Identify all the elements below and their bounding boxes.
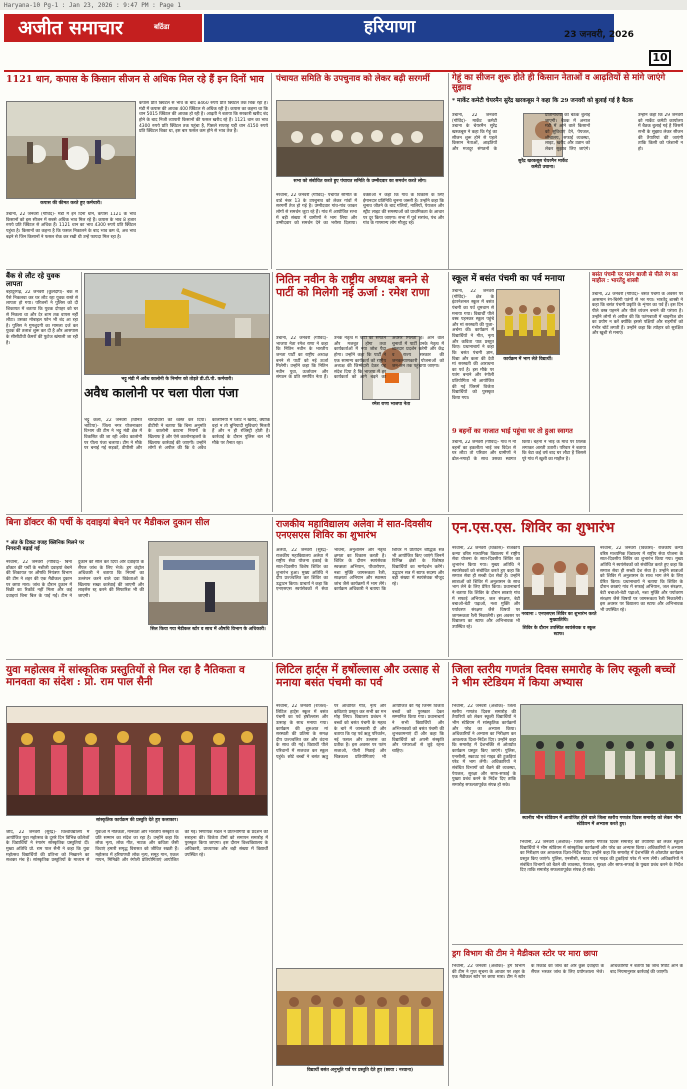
photo-illegal	[84, 273, 270, 375]
headline-youth-missing: बैंक से लौट रहे युवक लापता	[6, 271, 60, 289]
divider	[452, 944, 683, 945]
headline-sarpanch: पंचायत समिति के उपचुनाव को लेकर बढ़ी सरगर्मी	[276, 74, 430, 84]
photo-paddy	[6, 101, 136, 199]
caption-illegal: भट्टू मंडी में अवैध कालोनी के निर्माण को तोड़ते डी.टी.पी. कर्मचारी।	[121, 377, 233, 382]
body-republic-day: भिवानी, 22 जनवरी (अशोक)- जिला स्तरीय गणतंत्र दिवस समारोह की तैयारियों को लेकर स्कूली विद्यार्थियों ने भीम स्टेडियम में सांस्कृतिक कार्यक्रमों और परेड का अभ्यास किया। अधिकारियों ने अभ्यास का निरीक्षण कर आवश्यक दिशा-निर्देश दिए। उन्होंने कहा कि समारोह में देशभक्ति से ओतप्रोत कार्यक्रम प्रस्तुत किए जाएंगे। पुलिस, एनसीसी, स्काउट एवं गाइड की टुकड़ियां परेड में भाग लेंगी। अधिकारियों ने संबंधित विभागों को बैठने की व्यवस्था, पेयजल, सुरक्षा और साफ-सफाई के पुख्ता प्रबंध करने के निर्देश दिए ताकि समारोह सफलतापूर्वक संपन्न हो सके।	[452, 704, 516, 788]
divider	[6, 514, 683, 515]
body-kite: उचाना, 22 जनवरी (गोविंद)- बसंत पंचमी के अवसर पर आसमान रंग-बिरंगी पतंगों से भर गया। भारतेंदु शास्त्री ने कहा कि बसंत पंचमी प्रकृति के शृंगार का पर्व है। इस दिन पीले वस्त्र पहनने और पीले व्यंजन बनाने की परंपरा है। उन्होंने लोगों से अपील की कि पतंगबाजी में चाइनीज डोर का प्रयोग न करें क्योंकि इससे पक्षियों और राहगीरों को गंभीर चोटें लगती हैं। उन्होंने कहा कि त्योहार को सुरक्षित और खुशी से मनाएं।	[592, 292, 683, 337]
masthead-rule	[4, 70, 683, 72]
section-title: हरियाणा	[204, 14, 614, 42]
divider	[448, 272, 449, 512]
divider	[81, 272, 82, 512]
headline-paddy: 1121 धान, कपास के किसान सीजन से अधिक मिल रहे हैं इन दिनों भाव	[6, 74, 264, 85]
caption-yuva: सांस्कृतिक कार्यक्रम की प्रस्तुति देते हुए कलाकार।	[96, 818, 178, 823]
divider	[272, 272, 273, 512]
caption-nss-school-1: नरवाना : एनएसएस शिविर का शुभारंभ करते मुख्यातिथि।	[521, 612, 597, 623]
body-nss-college: अलेवा, 22 जनवरी (सुरेंद्र)- राजकीय महाविद्यालय अलेवा में राष्ट्रीय सेवा योजना इकाई के सात-दिवसीय विशेष शिविर का शुभारंभ हुआ। मुख्य अतिथि ने दीप प्रज्ज्वलित कर शिविर का उद्घाटन किया। प्राचार्य ने कहा कि एनएसएस स्वयंसेवकों में सेवा भावना, अनुशासन और नेतृत्व क्षमता का विकास करती है। शिविर के दौरान स्वयंसेवक स्वच्छता अभियान, पौधारोपण, नशा मुक्ति जागरूकता रैली, साक्षरता अभियान और स्वास्थ्य जांच जैसे कार्यक्रमों में भाग लेंगे। कार्यक्रम अधिकारी ने बताया कि शिविर में प्रतिदिन बौद्धिक सत्र भी आयोजित किए जाएंगे जिनमें विभिन्न क्षेत्रों के विशेषज्ञ विद्यार्थियों का मार्गदर्शन करेंगे। उद्घाटन सत्र में स्टाफ सदस्य और बड़ी संख्या में स्वयंसेवक मौजूद रहे।	[276, 548, 444, 593]
divider	[272, 662, 273, 1086]
photo-little-hearts	[276, 968, 444, 1066]
headline-basant: स्कूल में बसंत पंचमी का पर्व मनाया	[452, 274, 565, 284]
newspaper-logo: अजीत समाचार	[18, 17, 123, 39]
caption-cold: सुरेंद्र खरकबूस चेयरमैन मार्केट कमेटी उचाना।	[518, 159, 568, 170]
edition-label: बठिंडा	[154, 23, 170, 31]
body-sarpanch: नरवाना, 22 जनवरी (गोविंद)- पंचायत समिति के वार्ड नंबर 13 के उपचुनाव को लेकर गांवों में सरगर्मी तेज हो गई है। उम्मीदवार गांव-गांव जाकर लोगों से समर्थन जुटा रहे हैं। गांव में आयोजित सभा में बड़ी संख्या में ग्रामीणों ने भाग लिया और उम्मीदवार को समर्थन देने का भरोसा दिलाया। वक्ताओं ने कहा कि गांव के विकास के लिए ईमानदार प्रतिनिधि चुनना जरूरी है। उन्होंने कहा कि चुनाव जीतने के बाद गलियों, नालियों, पेयजल और स्ट्रीट लाइट की समस्याओं को प्राथमिकता के आधार पर दूर किया जाएगा। सभा में पूर्व सरपंच, पंच और गांव के गणमान्य लोग मौजूद रहे।	[276, 193, 444, 227]
caption-little-hearts: विद्यार्थी बसंत अनुभूति पर्व पर प्रस्तुति देते हुए (छाया : नरवाना)	[306, 1068, 414, 1073]
headline-illegal: अवैध कालोनी पर चला पीला पंजा	[84, 385, 239, 400]
headline-nakkaa: 9 बहनों का नाजात भाई पहुंचा घर तो हुआ स्वागत	[452, 427, 573, 435]
body-nss-school-right: नरवाना, 22 जनवरी (विकास)- राजकीय कन्या वरिष्ठ माध्यमिक विद्यालय में राष्ट्रीय सेवा योजना के सात-दिवसीय शिविर का शुभारंभ किया गया। मुख्य अतिथि ने स्वयंसेवकों को संबोधित करते हुए कहा कि समाज सेवा ही सच्ची देश सेवा है। उन्होंने छात्राओं को शिविर में अनुशासन के साथ भाग लेने के लिए प्रेरित किया। प्रधानाचार्य ने बताया कि शिविर के दौरान छात्राएं गांव में सफाई अभियान, जल संरक्षण, बेटी बचाओ-बेटी पढ़ाओ, नशा मुक्ति और पर्यावरण संरक्षण जैसे विषयों पर जागरूकता रैली निकालेंगी। इस अवसर पर विद्यालय का स्टाफ और अभिभावक भी उपस्थित रहे।	[600, 546, 683, 613]
body-little-hearts: नरवाना, 22 जनवरी (राजेश)- लिटिल हार्ट्स स्कूल में बसंत पंचमी का पर्व हर्षोल्लास और उत्साह के साथ मनाया गया। कार्यक्रम की शुरुआत मां सरस्वती की प्रतिमा के समक्ष दीप प्रज्ज्वलित कर और वंदना के साथ की गई। विद्यार्थी पीले परिधानों में सजधज कर स्कूल पहुंचे। छोटे बच्चों ने बसंत ऋतु पर आधारित गीत, नृत्य और कविताएं प्रस्तुत कर सभी का मन मोह लिया। विद्यालय प्रबंधन ने बच्चों को बसंत पंचमी के महत्व के बारे में जानकारी दी और बताया कि यह पर्व ऋतु परिवर्तन, नई फसल और उल्लास का प्रतीक है। इस अवसर पर पतंग सजाओ, पीली मिठाई और चित्रकला प्रतियोगिताएं भी आयोजित की गईं जिनमें विजेता बच्चों को पुरस्कार देकर सम्मानित किया गया। प्रधानाचार्य ने सभी विद्यार्थियों और अभिभावकों को बसंत पंचमी की शुभकामनाएं दीं और कहा कि विद्यार्थियों को अपनी संस्कृति और परंपराओं से जुड़े रहना चाहिए।	[276, 704, 444, 760]
photo-doctor	[148, 541, 268, 625]
caption-basant: कार्यक्रम में भाग लेते विद्यार्थी।	[503, 357, 553, 362]
caption-paddy: कपास की कीमत करते हुए कर्मचारी।	[40, 201, 102, 206]
headline-little-hearts: लिटिल हार्ट्स में हर्षोल्लास और उत्साह से मनाया बसंत पंचमी का पर्व	[276, 663, 440, 689]
photo-yuva	[6, 706, 268, 816]
photo-basant	[496, 289, 560, 355]
body-nss-school-left: नरवाना, 22 जनवरी (विकास)- राजकीय कन्या वरिष्ठ माध्यमिक विद्यालय में राष्ट्रीय सेवा योजना के सात-दिवसीय शिविर का शुभारंभ किया गया। मुख्य अतिथि ने स्वयंसेवकों को संबोधित करते हुए कहा कि समाज सेवा ही सच्ची देश सेवा है। उन्होंने छात्राओं को शिविर में अनुशासन के साथ भाग लेने के लिए प्रेरित किया। प्रधानाचार्य ने बताया कि शिविर के दौरान छात्राएं गांव में सफाई अभियान, जल संरक्षण, बेटी बचाओ-बेटी पढ़ाओ, नशा मुक्ति और पर्यावरण संरक्षण जैसे विषयों पर जागरूकता रैली निकालेंगी। इस अवसर पर विद्यालय का स्टाफ और अभिभावक भी उपस्थित रहे।	[452, 546, 520, 630]
body-paddy-1: उचाना, 22 जनवरी (गोविंद)- मंडी में इन दिनों धान, कपास 1121 के भाव किसानों को इस सीजन में सबसे अधिक भाव मिल रहे हैं। कपास के भाव 8 हजार रुपये प्रति क्विंटल से अधिक हैं। 1121 धान का भाव 4300 रुपये प्रति क्विंटल पहुंचा है। किसानों का कहना है कि फसल निकालने के बाद भाव कम थे, अब भाव बढ़ने से जिन किसानों ने फसल रोक कर रखी थी उन्हें फायदा मिल रहा है।	[6, 212, 136, 240]
headline-drug: ड्रग विभाग की टीम ने मैडीकल स्टोर पर मारा छापा	[452, 948, 598, 958]
caption-nitin: रमेश राणा भाजपा नेता	[371, 402, 411, 407]
headline-yuva: युवा महोत्सव में सांस्कृतिक प्रस्तुतियों से मिल रहा है नैतिकता व मानवता का संदेश : प्रो. राम पाल सैनी	[6, 664, 245, 689]
divider	[271, 73, 272, 269]
headline-nitin: नितिन नवीन के राष्ट्रीय अध्यक्ष बनने से पार्टी को मिलेगी नई ऊर्जा : रमेश राणा	[276, 273, 430, 299]
headline-doctor: बिना डॉक्टर की पर्ची के दवाइयां बेचने पर मैडीकल दुकान सील	[6, 518, 210, 528]
subhead-doctor: * अंत के टिकट वजह क्लिनिक मिलने पर निगरानी बढ़ाई गई	[6, 540, 85, 552]
body-paddy-2: कपास प्रति क्विंटल से भाव के बाद 8460 रुपये प्रति क्विंटल तक बिक रहा है। मंडी में कपास की आवक 400 क्विंटल से अधिक रही है। कपास का कहना था कि धान 5015 क्विंटल की आवक हो रही है। आढ़ती ने बताया कि सरकारी खरीद बंद होने के बाद निजी व्यापारी किसानों की फसल खरीद रहे हैं। 1121 धान का भाव 4300 रुपये प्रति क्विंटल तक पहुंचा है, पिछले सप्ताह यही धान 4150 रुपये प्रति क्विंटल बिका था, इस बार फसल कम होने से भाव तेज हैं।	[139, 101, 268, 135]
divider	[276, 269, 683, 270]
headline-nss-school: एन.एस.एस. शिविर का शुभारंभ	[452, 520, 615, 536]
subhead-cold: * मार्केट कमेटी चेयरमैन सुरेंद्र खरकबूस ने कहा कि 29 जनवरी को बुलाई गई है बैठक	[452, 98, 633, 104]
divider	[448, 662, 449, 1086]
body-drug: भिवानी, 22 जनवरी (अशोक)- ड्रग विभाग की टीम ने गुप्त सूचना के आधार पर शहर के एक मैडीकल स्टोर पर छापा मारा। टीम ने स्टोर के रिकॉर्ड की जांच की और कुछ दवाइयों के सैंपल भरकर जांच के लिए प्रयोगशाला भेजे। अधिकारियों ने बताया कि जांच रिपोर्ट आने के बाद नियमानुसार कार्रवाई की जाएगी।	[452, 964, 683, 981]
photo-sarpanch	[276, 100, 444, 177]
photo-nss-school	[523, 546, 595, 610]
divider	[272, 517, 273, 657]
headline-cold: गेहूं का सीजन शुरू होते ही किसान नेताओं व आढ़तियों से मांगे जाएंगे सुझाव	[452, 73, 666, 93]
divider	[6, 269, 268, 270]
caption-doctor: सिल किया गया मेडीकल स्टोर व साथ में औषधि विभाग के अधिकारी।	[150, 627, 266, 632]
caption-nss-school-2: शिविर के दौरान उपस्थित स्वयंसेवक व स्कूल स्टाफ।	[522, 626, 596, 637]
body-cold: उचाना, 22 जनवरी (गोविंद)- मार्केट कमेटी उचाना के चेयरमैन सुरेंद्र खरकबूस ने कहा कि गेहूं का सीजन शुरू होने से पहले किसान नेताओं, आढ़तियों और मजदूर संगठनों के प्रतिनिधियों की बैठक बुलाई जाएगी। बैठक में अनाज मंडी में आने वाले किसानों को सुविधाएं देने, पेयजल, शौचालय, सफाई व्यवस्था, लाइट, खरीद और उठान को लेकर सुझाव लिए जाएंगे। उन्होंने कहा कि 29 जनवरी को मार्केट कमेटी कार्यालय में बैठक बुलाई गई है जिसमें सभी के सुझाव लेकर सीजन की तैयारियां की जाएंगी ताकि किसी को परेशानी न हो।	[452, 113, 683, 152]
masthead	[4, 14, 683, 68]
divider	[448, 517, 449, 657]
photo-republic-day	[520, 704, 683, 814]
body-nitin: उचाना, 22 जनवरी (गोविंद)- भाजपा नेता रमेश राणा ने कहा कि नितिन नवीन के भारतीय जनता पार्टी का राष्ट्रीय अध्यक्ष बनने से पार्टी को नई ऊर्जा मिलेगी। उन्होंने कहा कि नितिन नवीन युवा, ऊर्जावान और संगठन के प्रति समर्पित नेता हैं। उनके नेतृत्व में पार्टी का संगठन और मजबूत होगा तथा कार्यकर्ताओं में नया जोश पैदा होगा। उन्होंने कहा कि पार्टी ने एक सामान्य कार्यकर्ता को राष्ट्रीय अध्यक्ष की जिम्मेदारी देकर यह संदेश दिया है कि भाजपा में हर कार्यकर्ता को आगे बढ़ने का अवसर मिलता है। आने वाले चुनावों में पार्टी उनके नेतृत्व में शानदार प्रदर्शन करेगी और केंद्र व राज्य सरकार की जनकल्याणकारी योजनाओं को जन-जन तक पहुंचाया जाएगा।	[276, 336, 444, 381]
caption-republic-day: स्थानीय भीम स्टेडियम में आयोजित होने वाले जिला स्तरीय गणतंत्र दिवस समारोह को लेकर भीम स्टेडियम में अभ्यास करते हुए।	[522, 816, 681, 827]
brand-box	[4, 14, 202, 42]
issue-date: 23 जनवरी, 2026	[564, 30, 634, 40]
body-nakkaa: उचाना, 22 जनवरी (गोविंद)- गांव में नौ बहनों का इकलौता भाई जब विदेश से घर लौटा तो परिवार और ग्रामीणों ने ढोल-नगाड़ों के साथ उसका स्वागत किया। बहनों ने भाई के माथे पर तिलक लगाकर आरती उतारी। परिवार ने बताया कि बेटा कई वर्ष बाद घर लौटा है जिससे पूरे गांव में खुशी का माहौल है।	[452, 440, 586, 462]
body-basant: उचाना, 22 जनवरी (गोविंद)- क्षेत्र के इंटरनेशनल स्कूल में बसंत पंचमी का पर्व धूमधाम से मनाया गया। विद्यार्थी पीले वस्त्र पहनकर स्कूल पहुंचे और मां सरस्वती की पूजा-अर्चना की। कार्यक्रम में विद्यार्थियों ने गीत, नृत्य और कविता पाठ प्रस्तुत किए। प्रधानाचार्य ने कहा कि बसंत पंचमी ज्ञान, विद्या और कला की देवी मां सरस्वती की आराधना का पर्व है। इस मौके पर पतंग बनाने और रंगोली प्रतियोगिता भी आयोजित की गई जिसमें विजेता विद्यार्थियों को पुरस्कृत किया गया।	[452, 289, 494, 401]
body-yuva: जींद, 22 जनवरी (सुरेंद्र)- विश्वविद्यालय में आयोजित युवा महोत्सव के दूसरे दिन विभिन्न कॉलेजों के विद्यार्थियों ने रंगारंग सांस्कृतिक प्रस्तुतियां दीं। मुख्य अतिथि प्रो. राम पाल सैनी ने कहा कि युवा महोत्सव विद्यार्थियों की प्रतिभा को निखारने का सशक्त मंच है। सांस्कृतिक प्रस्तुतियों के माध्यम से युवाओं में नैतिकता, मानवता और भारतीय संस्कृति के प्रति सम्मान का संदेश जा रहा है। उन्होंने कहा कि लोक नृत्य, लोक गीत, नाटक और कविता जैसी विधाएं हमारी समृद्ध विरासत को जीवित रखती हैं। महोत्सव में हरियाणवी लोक नृत्य, समूह गान, एकल गायन, मिमिक्री और रंगोली प्रतियोगिताएं आयोजित की गईं। निर्णायक मंडल ने प्रतिभागियों के प्रदर्शन की सराहना की। विजेता टीमों को समापन समारोह में पुरस्कृत किया जाएगा। इस दौरान विश्वविद्यालय के अधिकारी, प्राध्यापक और बड़ी संख्या में विद्यार्थी उपस्थित रहे।	[6, 830, 268, 864]
body-illegal: भट्टू कलां, 22 जनवरी (विनित भाटिया)- जिला नगर योजनाकार विभाग की टीम ने भट्टू मंडी क्षेत्र में विकसित की जा रही अवैध कालोनी पर पीला पंजा चलाया। टीम ने मौके पर बनाई गई सड़कों, डीपीसी और चारदीवारी को ध्वस्त कर दिया। डीटीपी ने बताया कि बिना अनुमति के कालोनी काटना नियमों के खिलाफ है और ऐसे कालोनाइजरों के खिलाफ कार्रवाई की जाएगी। उन्होंने लोगों से अपील की कि वे अवैध कालोनियों में प्लॉट न खरीदें, क्योंकि वहां न तो बुनियादी सुविधाएं मिलती हैं और न ही रजिस्ट्री होती है। कार्रवाई के दौरान पुलिस बल भी मौके पर तैनात रहा।	[84, 418, 270, 452]
body-republic-day-right: भिवानी, 22 जनवरी (अशोक)- जिला स्तरीय गणतंत्र दिवस समारोह की तैयारियों को लेकर स्कूली विद्यार्थियों ने भीम स्टेडियम में सांस्कृतिक कार्यक्रमों और परेड का अभ्यास किया। अधिकारियों ने अभ्यास का निरीक्षण कर आवश्यक दिशा-निर्देश दिए। उन्होंने कहा कि समारोह में देशभक्ति से ओतप्रोत कार्यक्रम प्रस्तुत किए जाएंगे। पुलिस, एनसीसी, स्काउट एवं गाइड की टुकड़ियां परेड में भाग लेंगी। अधिकारियों ने संबंधित विभागों को बैठने की व्यवस्था, पेयजल, सुरक्षा और साफ-सफाई के पुख्ता प्रबंध करने के निर्देश दिए ताकि समारोह सफलतापूर्वक संपन्न हो सके।	[520, 840, 683, 874]
divider	[6, 659, 683, 660]
headline-kite: बसंत पंचमी पर पतंग बाजी से पीले रंग का माहौल : भारतेंदु शास्त्री	[592, 272, 678, 285]
body-doctor: नरवाना, 22 जनवरी (गोविंद)- बिना डॉक्टर की पर्ची के नशीली दवाइयां बेचने की शिकायत पर औषधि नियंत्रण विभाग की टीम ने शहर की एक मैडीकल दुकान पर छापा मारा। जांच के दौरान दुकान में बिक्री का रिकॉर्ड नहीं मिला और कई दवाइयां बिना बिल के पाई गईं। टीम ने दुकान को सील कर दिया और दवाइयों के सैंपल जांच के लिए भेजे। ड्रग कंट्रोल अधिकारी ने बताया कि नियमों का उल्लंघन करने वाले दवा विक्रेताओं के खिलाफ सख्त कार्रवाई की जाएगी और लाइसेंस रद्द करने की सिफारिश भी की जाएगी।	[6, 560, 144, 599]
page-number: 10	[649, 50, 671, 66]
caption-sarpanch: सभा को संबोधित करते हुए पंचायत समिति के उम्मीदवार का समर्थन करते लोग।	[293, 179, 427, 184]
print-slug: Haryana-10 Pg-1 : Jan 23, 2026 : 9:47 PM : Page 1	[0, 0, 687, 10]
body-youth-missing: बहादुरगढ़, 22 जनवरी (कुलदीप)- बैंक से पैसे निकलवा कर घर लौट रहा युवक रास्ते से लापता हो गया। परिजनों ने पुलिस को दी शिकायत में बताया कि युवक दोपहर को घर से निकला था और देर शाम तक वापस नहीं लौटा। उसका मोबाइल फोन भी बंद आ रहा है। पुलिस ने गुमशुदगी का मामला दर्ज कर युवक की तलाश शुरू कर दी है और आसपास के सीसीटीवी कैमरों की फुटेज खंगाली जा रही है।	[6, 290, 78, 346]
headline-nss-college: राजकीय महाविद्यालय अलेवा में सात-दिवसीय एनएसएस शिविर का शुभारंभ	[276, 519, 432, 541]
headline-republic-day: जिला स्तरीय गणतंत्र दिवस समारोह के लिए स्कूली बच्चों ने भीम स्टेडियम में किया अभ्यास	[452, 663, 676, 689]
divider	[589, 272, 590, 512]
divider	[448, 73, 449, 269]
